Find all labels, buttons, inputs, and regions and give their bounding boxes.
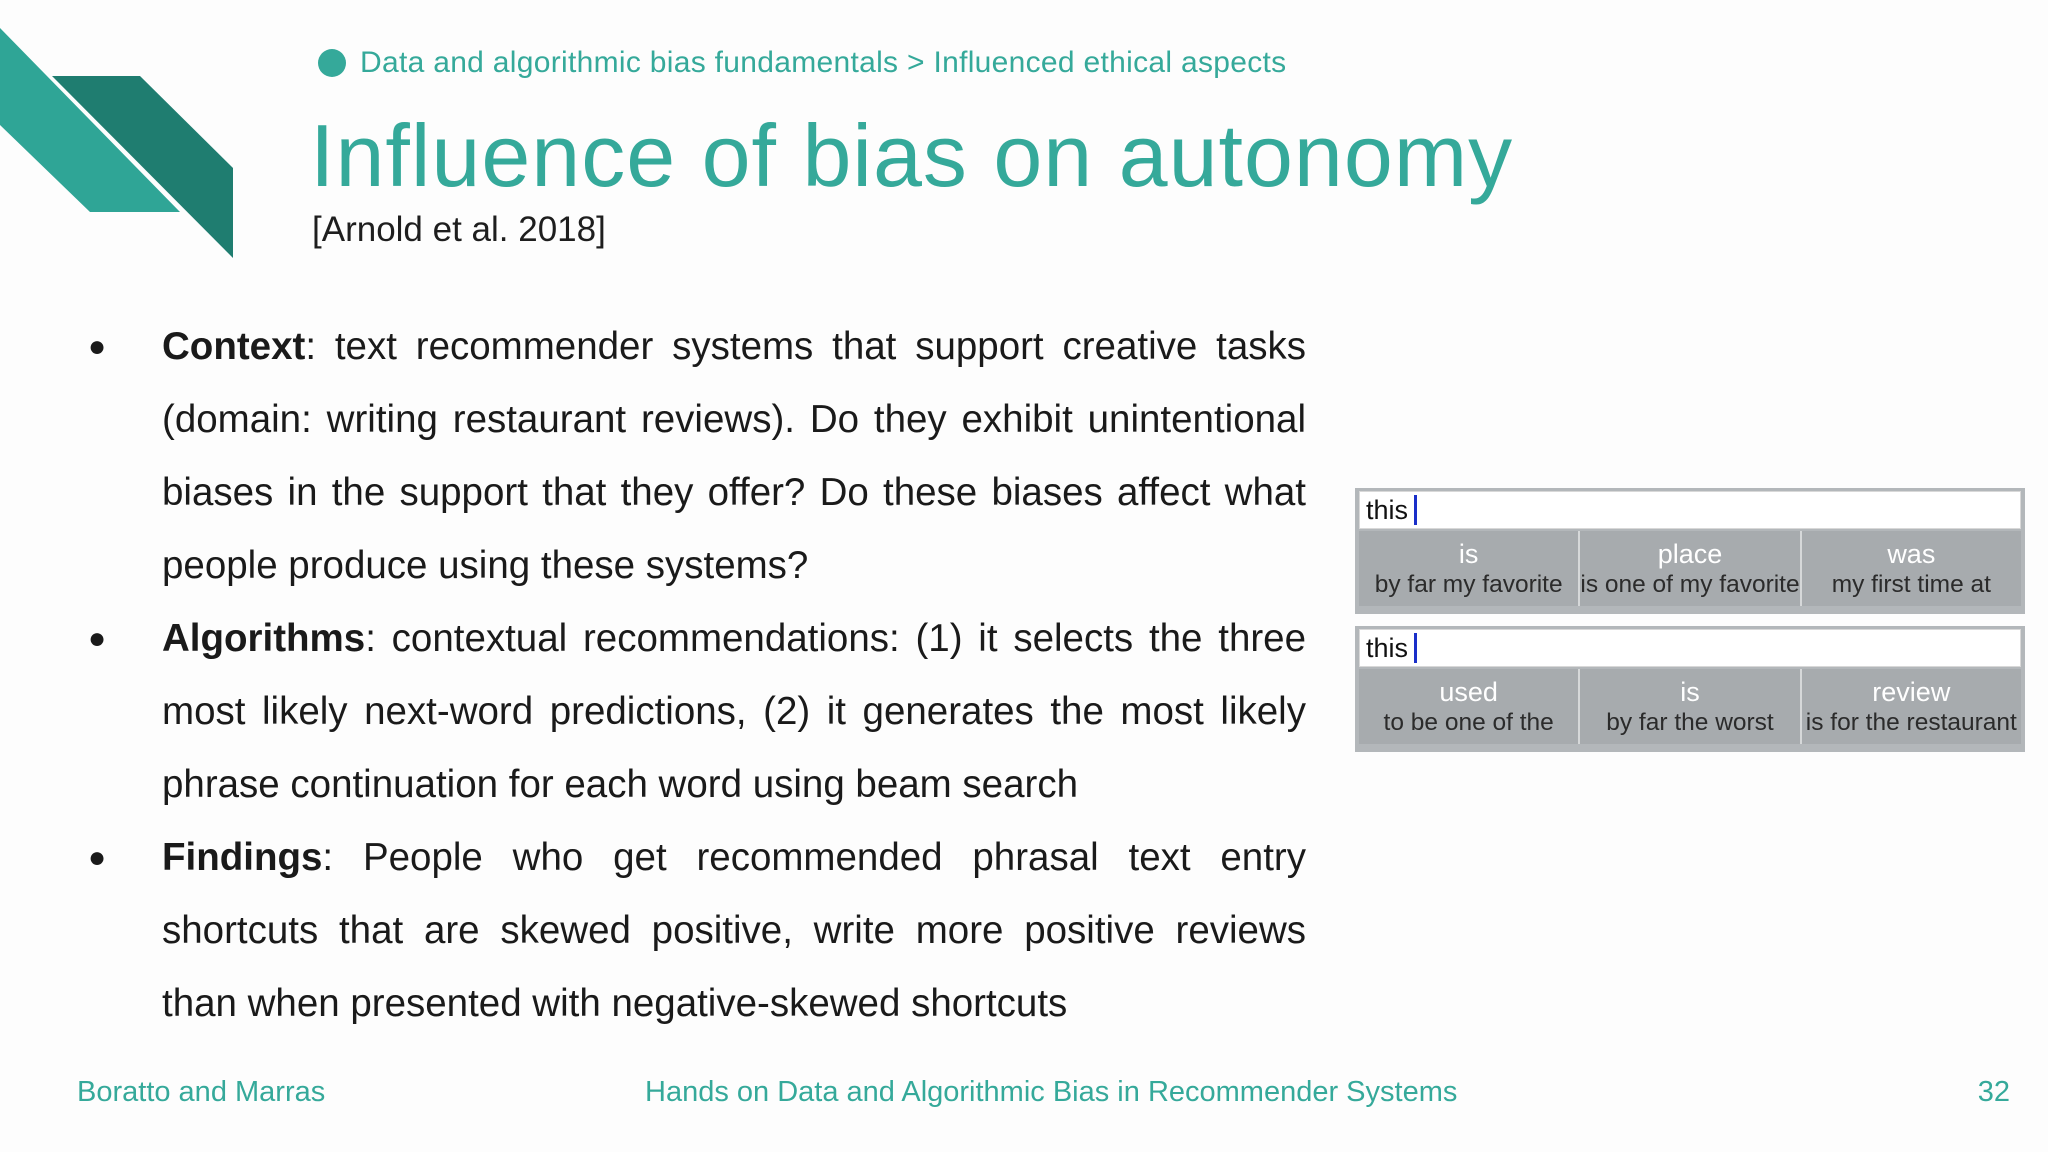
typed-text: this xyxy=(1366,494,1409,525)
text-entry-field[interactable] xyxy=(1359,491,2021,529)
suggestion-ui-positive xyxy=(1355,488,2025,614)
suggestion-button[interactable] xyxy=(1580,669,1801,744)
suggestion-bar xyxy=(1359,531,2021,606)
typed-text: this xyxy=(1366,632,1409,663)
suggestion-word: is xyxy=(1680,676,1700,707)
breadcrumb-text: Data and algorithmic bias fundamentals > Influenced ethical aspects xyxy=(360,46,1287,79)
footer-course-title: Hands on Data and Algorithmic Bias in Recommender Systems xyxy=(645,1076,1458,1108)
bullet-text: : People who get recommended phrasal text entry shortcuts that are skewed positive, write more positive reviews than when presented with negative-skewed shortcuts xyxy=(162,836,1306,1025)
suggestion-phrase: my first time at xyxy=(1831,570,1991,598)
suggestion-phrase: by far my favorite xyxy=(1374,570,1563,598)
suggestion-ui-negative xyxy=(1355,626,2025,752)
bullet-heading: Findings xyxy=(162,836,323,879)
footer-page-number: 32 xyxy=(1977,1076,2010,1108)
text-caret xyxy=(1414,495,1417,525)
suggestion-bar xyxy=(1359,669,2021,744)
suggestion-button[interactable] xyxy=(1580,531,1801,606)
suggestion-word: place xyxy=(1657,538,1723,569)
bullet-text: : contextual recommendations: (1) it selects the three most likely next-word predictions, (2) it generates the most likely phrase continuation for each word using beam search xyxy=(162,617,1306,806)
footer-authors: Boratto and Marras xyxy=(77,1076,326,1108)
bullet-dot-icon: ● xyxy=(88,330,107,363)
suggestion-word: was xyxy=(1887,538,1936,569)
suggestion-button[interactable] xyxy=(1802,669,2021,744)
text-entry-field[interactable] xyxy=(1359,629,2021,667)
bullet-heading: Context xyxy=(162,325,306,368)
text-caret xyxy=(1414,633,1417,663)
suggestion-word: used xyxy=(1439,676,1498,707)
bullet-text: : text recommender systems that support creative tasks (domain: writing restaurant reviews). Do they exhibit unintentional biases in the support that they offer? Do these biases affect what people produce using these systems? xyxy=(162,325,1306,587)
suggestion-word: is xyxy=(1458,538,1479,569)
bullet-dot-icon: ● xyxy=(88,841,107,874)
bullet-findings xyxy=(86,821,1306,1040)
corner-logo-shapes xyxy=(0,0,240,265)
suggestion-word: review xyxy=(1872,676,1951,707)
bullet-heading: Algorithms xyxy=(162,617,366,660)
suggestion-phrase: by far the worst xyxy=(1606,708,1774,736)
suggestion-phrase: to be one of the xyxy=(1383,708,1554,736)
bullet-context xyxy=(86,310,1306,602)
suggestion-phrase: is one of my favorite xyxy=(1580,570,1800,598)
slide-title: Influence of bias on autonomy xyxy=(310,106,1514,205)
suggestion-phrase: is for the restaurant xyxy=(1805,708,2017,736)
bullet-list xyxy=(86,310,1306,1040)
breadcrumb-dot-icon xyxy=(318,49,346,77)
suggestion-button[interactable] xyxy=(1802,531,2021,606)
suggestion-button[interactable] xyxy=(1359,531,1580,606)
breadcrumb xyxy=(318,46,1286,80)
suggestion-button[interactable] xyxy=(1359,669,1580,744)
bullet-algorithms xyxy=(86,602,1306,821)
bullet-dot-icon: ● xyxy=(88,622,107,655)
citation: [Arnold et al. 2018] xyxy=(312,210,606,249)
